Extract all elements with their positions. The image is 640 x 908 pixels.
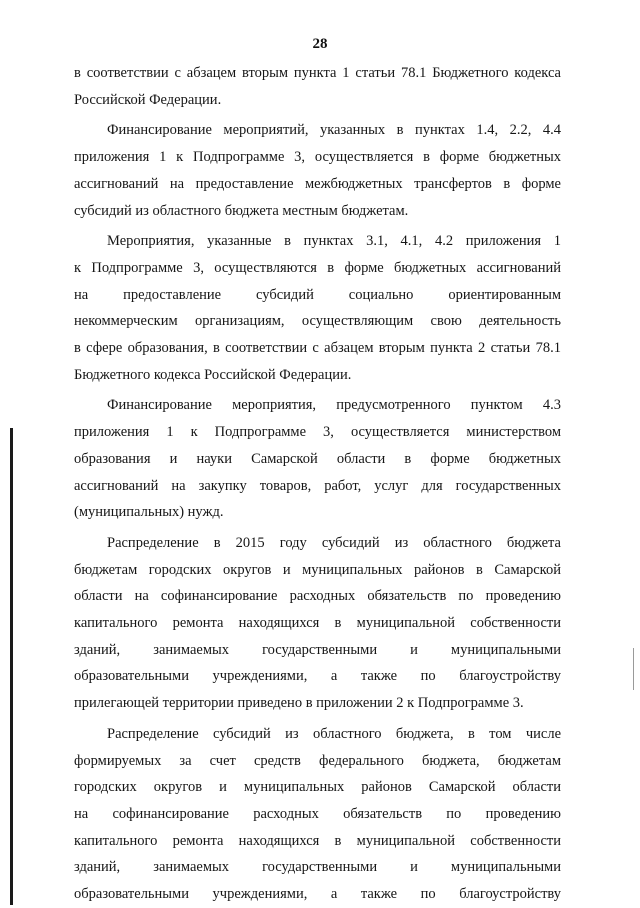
- text-line: Распределение субсидий из областного бюджета, в том числе: [107, 725, 561, 742]
- text-line: Финансирование мероприятий, указанных в пунктах 1.4, 2.2, 4.4: [107, 122, 561, 139]
- text-line: приложения 1 к Подпрограмме 3, осуществляется в форме бюджетных: [74, 149, 561, 166]
- text-line: Финансирование мероприятия, предусмотренного пунктом 4.3: [107, 397, 561, 414]
- text-line: прилегающей территории приведено в приложении 2 к Подпрограмме 3.: [74, 695, 524, 712]
- text-line: Бюджетного кодекса Российской Федерации.: [74, 366, 352, 383]
- text-line: некоммерческим организациям, осуществляющим свою деятельность: [74, 313, 561, 330]
- text-line: зданий, занимаемых государственными и муниципальными: [74, 859, 561, 876]
- text-line: субсидий из областного бюджета местным бюджетам.: [74, 202, 409, 219]
- text-line: в сфере образования, в соответствии с абзацем вторым пункта 2 статьи 78.1: [74, 340, 561, 357]
- text-line: капитального ремонта находящихся в муниципальной собственности: [74, 615, 561, 632]
- text-line: образования и науки Самарской области в форме бюджетных: [74, 450, 561, 467]
- text-line: Российской Федерации.: [74, 91, 222, 108]
- text-line: ассигнований на закупку товаров, работ, услуг для государственных: [74, 477, 561, 494]
- scan-edge-dash: [633, 648, 634, 690]
- document-body: [74, 60, 561, 908]
- text-line: в соответствии с абзацем вторым пункта 1 статьи 78.1 Бюджетного кодекса: [74, 65, 561, 81]
- text-line: городских округов и муниципальных районов Самарской области: [74, 779, 561, 796]
- text-line: образовательными учреждениями, а также по благоустройству: [74, 886, 561, 903]
- text-line: к Подпрограмме 3, осуществляются в форме бюджетных ассигнований: [74, 259, 561, 276]
- text-line: Распределение в 2015 году субсидий из областного бюджета: [107, 534, 561, 551]
- scan-edge-mark: [10, 428, 13, 905]
- text-line: на софинансирование расходных обязательств по проведению: [74, 805, 561, 822]
- text-line: зданий, занимаемых государственными и муниципальными: [74, 641, 561, 658]
- text-line: образовательными учреждениями, а также по благоустройству: [74, 668, 561, 685]
- page-number: 28: [312, 36, 328, 52]
- text-line: (муниципальных) нужд.: [74, 504, 224, 521]
- text-line: на предоставление субсидий социально ориентированным: [74, 286, 561, 303]
- text-line: ассигнований на предоставление межбюджетных трансфертов в форме: [74, 175, 561, 192]
- text-line: области на софинансирование расходных обязательств по проведению: [74, 588, 561, 605]
- text-line: Мероприятия, указанные в пунктах 3.1, 4.1, 4.2 приложения 1: [107, 233, 561, 250]
- text-line: бюджетам городских округов и муниципальных районов в Самарской: [74, 561, 561, 578]
- text-line: приложения 1 к Подпрограмме 3, осуществляется министерством: [74, 424, 561, 441]
- text-line: формируемых за счет средств федерального бюджета, бюджетам: [74, 752, 561, 769]
- text-line: капитального ремонта находящихся в муниципальной собственности: [74, 832, 561, 849]
